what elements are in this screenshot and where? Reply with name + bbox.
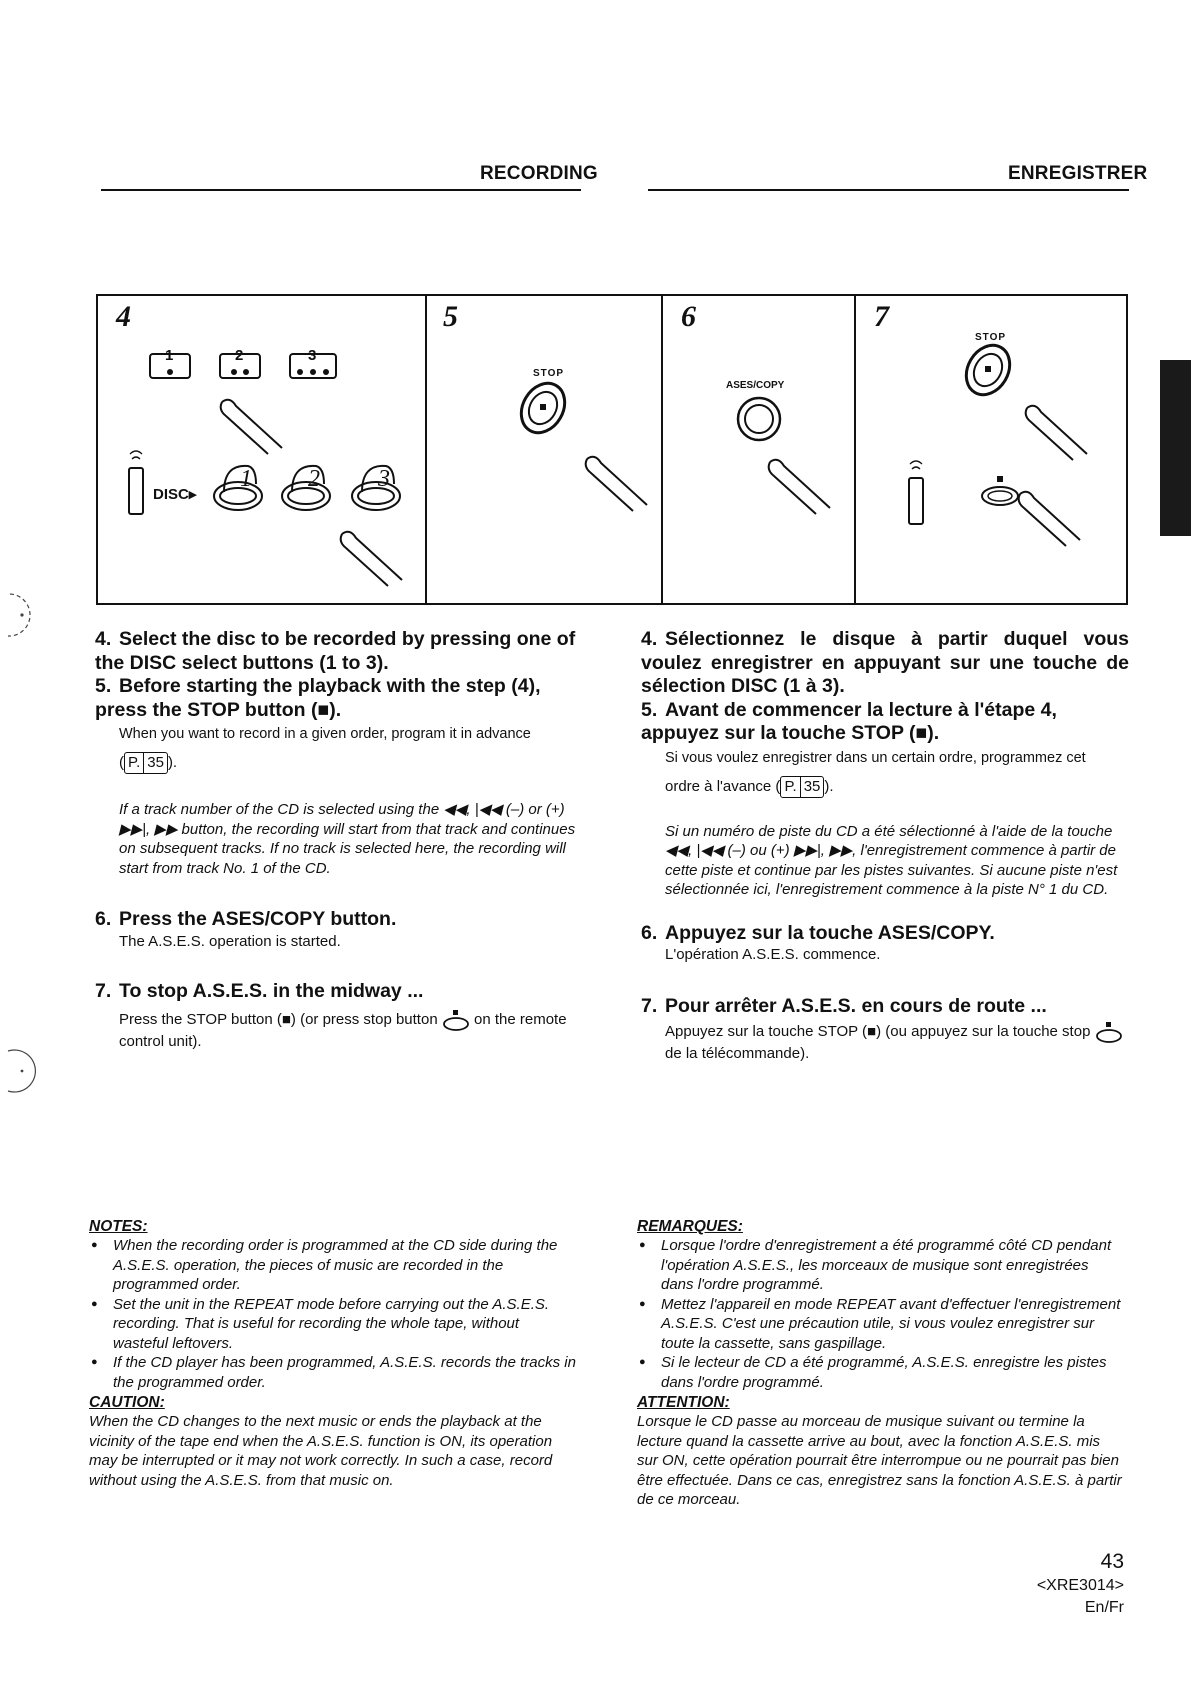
caution-title: CAUTION:: [89, 1394, 165, 1411]
ases-copy-button-icon: [734, 394, 784, 444]
step-5-note: If a track number of the CD is selected using the ◀◀, |◀◀ (–) or (+) ▶▶|, ▶▶ button, the recording will start from that track and continues on subsequent tracks. If no track is selected here, the recording will start from track No. 1 of the CD.: [119, 801, 576, 877]
step-6-body: The A.S.E.S. operation is started.: [119, 932, 341, 950]
caution-text: When the CD changes to the next music or ends the playback at the vicinity of the tape end when the A.S.E.S. function is ON, its operation may be interrupted or it may not work correctly. In such a case, record without using the A.S.E.S. from that music on.: [89, 1413, 553, 1489]
step-7-heading: [641, 995, 1129, 1019]
remote-stop-icon: [1095, 1021, 1123, 1043]
model-code: <XRE3014>: [1036, 1577, 1124, 1594]
stop-button-icon: [958, 340, 1018, 400]
stop-button-label: STOP: [533, 368, 565, 379]
step-5-heading: [95, 675, 585, 722]
ref-open: (: [119, 754, 124, 771]
step-4-heading: [95, 628, 585, 675]
note-item: ● Mettez l'appareil en mode REPEAT avant d'effectuer l'enregistrement A.S.E.S. C'est une précaution utile, si vous voulez enregistrer sur toute la cassette, sans gaspillage.: [637, 1295, 1125, 1354]
language-code: En/Fr: [1084, 1599, 1124, 1616]
step-6-heading: [95, 908, 585, 932]
disc-indicator-label-2: 2: [235, 347, 244, 364]
note-item: ● Set the unit in the REPEAT mode before carrying out the A.S.E.S. recording. That is useful for recording the whole tape, without wasteful leftovers.: [89, 1295, 577, 1354]
binder-hole-upper-icon: [0, 590, 44, 640]
step-7-body-a: Appuyez sur la touche STOP (■) (ou appuyez sur la touche stop: [665, 1022, 1091, 1040]
step-number: 5.: [641, 698, 658, 721]
panel-7-number: 7: [874, 300, 889, 333]
step-7-body-b: de la télécommande).: [665, 1044, 810, 1062]
page-reference: [780, 776, 824, 798]
disc-indicator-label-1: 1: [165, 347, 174, 364]
step-5-body: When you want to record in a given order, program it in advance: [119, 726, 531, 742]
step-7-body: [119, 1009, 585, 1053]
svg-text:3: 3: [378, 466, 390, 492]
step-number: 7.: [641, 995, 658, 1017]
step-7-body-b: on the remote control unit).: [119, 1011, 567, 1051]
step-text: Pour arrêter A.S.E.S. en cours de route ...: [665, 995, 1047, 1017]
step-number: 7.: [95, 979, 112, 1002]
header-right-title: ENREGISTRER: [1008, 163, 1148, 184]
panel-6-number: 6: [681, 300, 696, 333]
disc-indicators-icon: [148, 350, 348, 384]
step-4-heading: [641, 628, 1129, 699]
note-item: ● Lorsque l'ordre d'enregistrement a été programmé côté CD pendant l'opération A.S.E.S., les morceaux de musique sont enregistrées dans l'ordre programmé.: [637, 1236, 1125, 1295]
step-7-heading: [95, 980, 585, 1004]
pointing-finger-icon: [583, 453, 653, 513]
step-5-note: Si un numéro de piste du CD a été sélectionné à l'aide de la touche ◀◀, |◀◀ (–) ou (+) ▶▶|, ▶▶, l'enregistrement commence à partir de cette piste et continue par les pistes suivantes. Si aucune piste n'est sélectionnée ici, l'enregistrement commence à la piste N° 1 du CD.: [665, 822, 1118, 898]
notes-title: NOTES:: [89, 1218, 148, 1235]
step-number: 6.: [641, 921, 658, 944]
stop-button-label: STOP: [975, 332, 1007, 343]
step-number: 4.: [95, 628, 112, 650]
note-item: ● Si le lecteur de CD a été programmé, A.S.E.S. enregistre les pistes dans l'ordre programmé.: [637, 1353, 1125, 1392]
note-item: ● If the CD player has been programmed, A.S.E.S. records the tracks in the programmed order.: [89, 1353, 577, 1392]
header-right-rule: [648, 189, 1129, 191]
caution-title: ATTENTION:: [637, 1394, 730, 1411]
english-notes: [89, 1218, 577, 1490]
disc-select-buttons-icon: [210, 456, 415, 526]
ref-page: 35: [143, 753, 164, 773]
pointing-finger-icon: [766, 456, 836, 516]
header-left-title: RECORDING: [480, 163, 598, 184]
panel-divider: [425, 296, 427, 603]
step-5-page-ref: [665, 776, 1129, 798]
step-7-body-a: Press the STOP button (■) (or press stop button: [119, 1011, 438, 1028]
disc-indicator-label-3: 3: [308, 347, 317, 364]
side-tab-lower: [1160, 456, 1191, 536]
panel-divider: [854, 296, 856, 603]
ref-p: P.: [128, 754, 141, 771]
notes-title: REMARQUES:: [637, 1218, 743, 1235]
page-number: 43: [1100, 1550, 1124, 1573]
step-5-page-ref: [119, 752, 585, 774]
step-text: Sélectionnez le disque à partir duquel vous voulez enregistrer en appuyant sur une touche de sélection DISC (1 à 3).: [641, 628, 1129, 697]
pointing-finger-icon: [338, 528, 408, 588]
step-6-body: L'opération A.S.E.S. commence.: [665, 946, 881, 963]
pointing-finger-icon: [1023, 402, 1093, 462]
step-text: Before starting the playback with the step (4), press the STOP button (■).: [95, 675, 541, 721]
remote-control-icon: [126, 446, 146, 518]
step-text: Appuyez sur la touche ASES/COPY.: [665, 921, 995, 944]
step-number: 6.: [95, 908, 112, 930]
ref-p: P.: [784, 777, 797, 795]
step-6-heading: [641, 922, 1129, 946]
side-tab-upper: [1160, 360, 1191, 463]
step-text: To stop A.S.E.S. in the midway ...: [119, 979, 424, 1002]
pointing-finger-icon: [218, 396, 288, 456]
remote-stop-icon: [442, 1009, 470, 1031]
steps-illustration: [96, 294, 1128, 605]
remote-control-icon: [906, 456, 926, 528]
french-notes: [637, 1218, 1125, 1510]
step-5-heading: [641, 699, 1129, 746]
step-text: Avant de commencer la lecture à l'étape 4, appuyez sur la touche STOP (■).: [641, 698, 1057, 744]
step-5-body: Si vous voulez enregistrer dans un certain ordre, programmez cet: [665, 749, 1086, 766]
ref-page: 35: [800, 777, 821, 797]
ref-close: ).: [167, 754, 178, 771]
caution-text: Lorsque le CD passe au morceau de musique suivant ou termine la lecture quand la cassette arrive au bout, avec la fonction A.S.E.S. mis sur ON, cette opération pourrait être interrompue ou ne pourrait pas bien être effectuée. Dans ce cas, enregistrez sans la fonction A.S.E.S. à partir de ce morceau.: [637, 1413, 1122, 1508]
step-text: Select the disc to be recorded by pressing one of the DISC select buttons (1 to 3).: [95, 628, 576, 674]
header-left-rule: [101, 189, 581, 191]
panel-divider: [661, 296, 663, 603]
panel-4-number: 4: [116, 300, 131, 333]
binder-hole-lower-icon: [0, 1045, 44, 1097]
page-reference: [124, 752, 168, 774]
french-instructions: [641, 628, 1129, 1065]
panel-5-number: 5: [443, 300, 458, 333]
ases-copy-button-label: ASES/COPY: [726, 380, 785, 391]
svg-text:2: 2: [308, 466, 320, 492]
step-7-body: [665, 1021, 1129, 1065]
step-text: Press the ASES/COPY button.: [119, 908, 397, 930]
disc-remote-label: DISC▸: [153, 486, 197, 503]
note-item: ● When the recording order is programmed at the CD side during the A.S.E.S. operation, the pieces of music are recorded in the programmed order.: [89, 1236, 577, 1295]
stop-button-icon: [513, 378, 573, 438]
step-5-body-cont: ordre à l'avance (: [665, 777, 781, 795]
step-number: 4.: [641, 628, 658, 650]
english-instructions: [95, 628, 585, 1053]
pointing-finger-icon: [1016, 488, 1086, 548]
ref-close: ).: [824, 777, 834, 795]
step-number: 5.: [95, 675, 112, 697]
svg-text:1: 1: [240, 466, 252, 492]
